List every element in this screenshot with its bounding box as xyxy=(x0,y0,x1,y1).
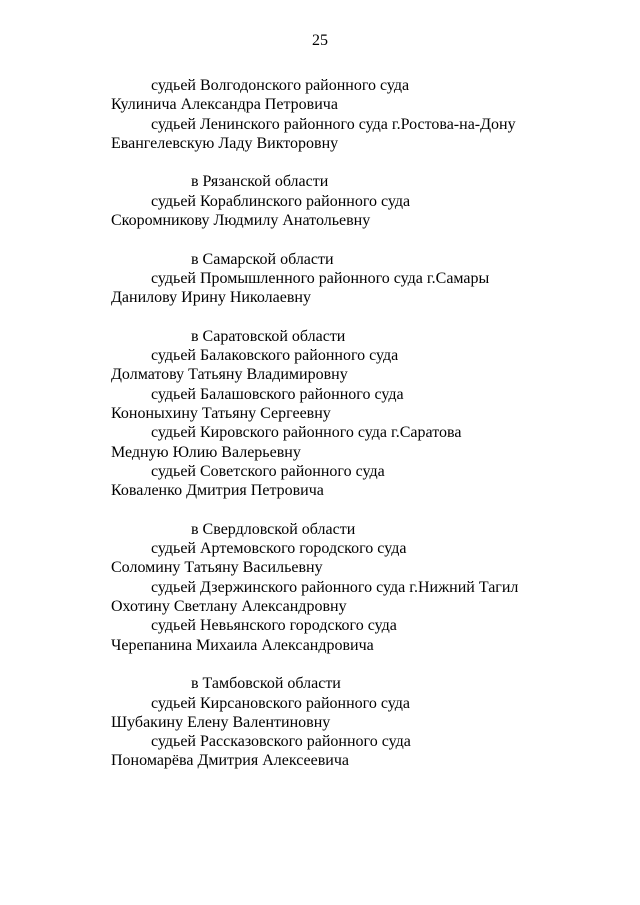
court-line: судьей Ленинского районного суда г.Ростова-на-Дону xyxy=(151,115,516,133)
judge-name: Соломину Татьяну Васильевну xyxy=(111,559,323,577)
judge-name: Кононыхину Татьяну Сергеевну xyxy=(111,405,331,423)
judge-name: Шубакину Елену Валентиновну xyxy=(111,713,331,731)
section-gap xyxy=(111,153,611,172)
section-gap xyxy=(111,230,611,249)
section-gap xyxy=(111,655,611,674)
court-line: судьей Балаковского районного суда xyxy=(151,347,399,365)
judge-name: Коваленко Дмитрия Петровича xyxy=(111,482,324,500)
court-line: судьей Артемовского городского суда xyxy=(151,540,407,558)
court-line: судьей Рассказовского районного суда xyxy=(151,733,411,751)
court-line: судьей Невьянского городского суда xyxy=(151,617,397,635)
judge-name: Черепанина Михаила Александровича xyxy=(111,636,374,654)
court-line: судьей Балашовского районного суда xyxy=(151,385,404,403)
judge-name: Пономарёва Дмитрия Алексеевича xyxy=(111,752,349,770)
region-heading: в Рязанской области xyxy=(191,173,329,191)
judge-name: Медную Юлию Валерьевну xyxy=(111,443,301,461)
court-line: судьей Промышленного районного суда г.Самары xyxy=(151,269,490,287)
region-heading: в Тамбовской области xyxy=(191,675,341,693)
court-line: судьей Кирсановского районного суда xyxy=(151,694,410,712)
court-line: судьей Советского районного суда xyxy=(151,462,385,480)
court-line: судьей Кораблинского районного суда xyxy=(151,192,411,210)
section-gap xyxy=(111,501,611,520)
court-line: судьей Волгодонского районного суда xyxy=(151,77,410,94)
judge-name: Данилову Ирину Николаевну xyxy=(111,289,311,307)
judge-name: Евангелевскую Ладу Викторовну xyxy=(111,134,339,152)
page-number: 25 xyxy=(312,32,328,49)
court-line: судьей Кировского районного суда г.Саратова xyxy=(151,424,462,442)
judge-name: Скоромникову Людмилу Анатольевну xyxy=(111,212,371,230)
judge-name: Долматову Татьяну Владимировну xyxy=(111,366,348,384)
judge-name: Охотину Светлану Александровну xyxy=(111,598,347,616)
region-heading: в Самарской области xyxy=(191,250,334,268)
judge-name: Кулинича Александра Петровича xyxy=(111,96,338,114)
region-heading: в Саратовской области xyxy=(191,327,346,345)
appointment-list xyxy=(111,76,611,771)
section-gap xyxy=(111,308,611,327)
region-heading: в Свердловской области xyxy=(191,520,356,538)
court-line: судьей Дзержинского районного суда г.Нижний Тагил xyxy=(151,578,519,596)
